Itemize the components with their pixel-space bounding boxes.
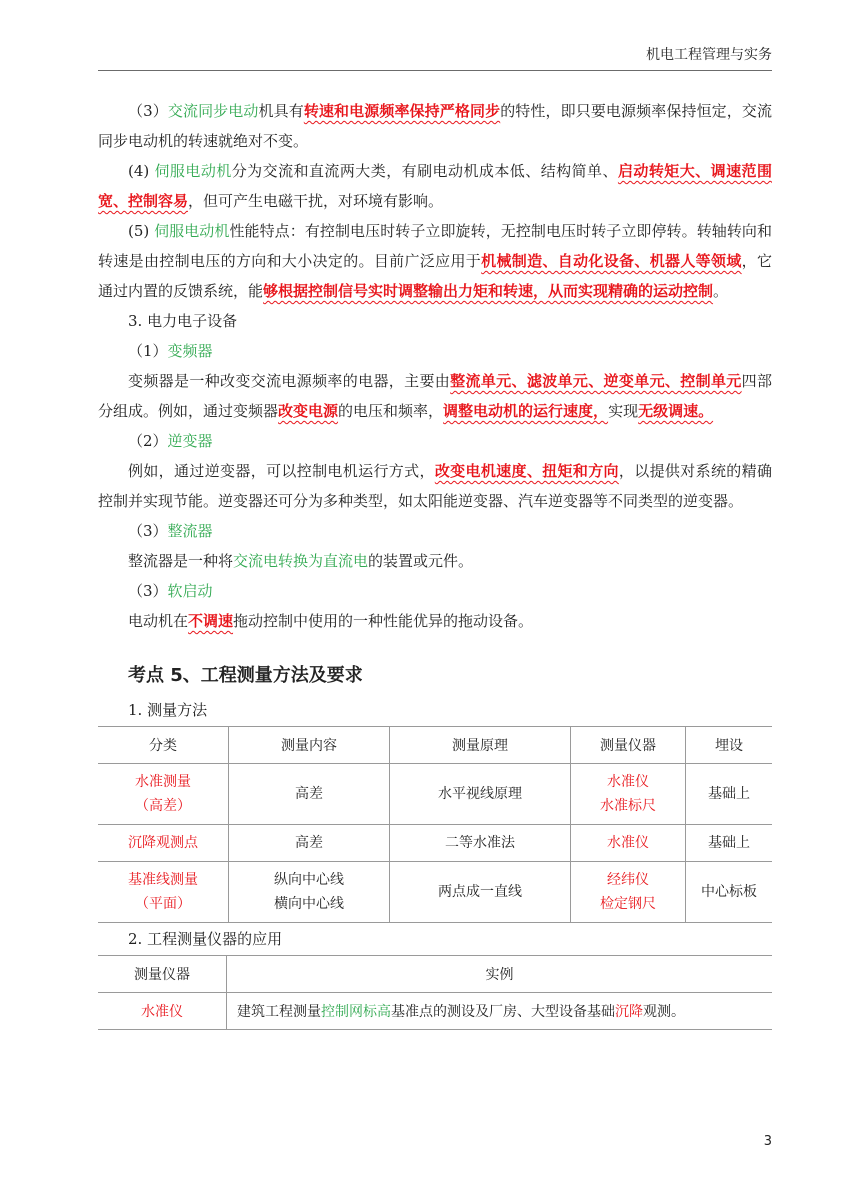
- key-point-highlight: 沉降: [615, 1004, 643, 1020]
- table-cell-content: 高差: [229, 764, 390, 825]
- table-cell-content: [229, 862, 390, 923]
- header-cell: 埋设: [686, 727, 773, 764]
- key-point-highlight: 机械制造、自动化设备、机器人等领域: [481, 252, 742, 270]
- text: ，但可产生电磁干扰，对环境有影响。: [188, 192, 444, 210]
- header-cell: 测量仪器: [571, 727, 686, 764]
- text: 拖动控制中使用的一种性能优异的拖动设备。: [233, 612, 534, 630]
- header-title: 机电工程管理与实务: [646, 47, 772, 63]
- page-number: 3: [763, 1134, 772, 1149]
- cell-text: 纵向中心线: [274, 872, 344, 888]
- table-cell-embed: 基础上: [686, 825, 773, 862]
- section-heading-power-electronics: 3. 电力电子设备: [128, 312, 238, 330]
- table-row: [98, 862, 772, 923]
- text: 电动机在: [128, 612, 189, 630]
- subheading-rectifier: [98, 516, 772, 546]
- text: 机具有: [258, 102, 304, 120]
- table-cell-principle: 二等水准法: [390, 825, 571, 862]
- text: ，以提供对系统的精确控制并实现节能。逆变器还可分为多种类型，如太阳能逆变器、汽车逆变器等不同类型的逆变器。: [98, 462, 772, 510]
- table-cell-embed: 基础上: [686, 764, 773, 825]
- text: （1）: [128, 342, 168, 360]
- subheading-inverter-vfd: [98, 336, 772, 366]
- text: （3）: [128, 522, 168, 540]
- text: （3）: [128, 582, 168, 600]
- cell-text: 横向中心线: [274, 896, 344, 912]
- cell-text: 沉降观测点: [128, 835, 198, 851]
- term-highlight: 变频器: [167, 342, 213, 360]
- text: （2）: [128, 432, 168, 450]
- table-cell-category: [98, 862, 229, 923]
- key-point-highlight: 不调速: [188, 612, 234, 630]
- key-point-highlight: 改变电机速度、扭矩和方向: [434, 462, 619, 480]
- subheading-inverter: [98, 426, 772, 456]
- term-highlight: 伺服电动机: [154, 162, 232, 180]
- text: 变频器是一种改变交流电源频率的电器，主要由: [128, 372, 451, 390]
- page-content: [98, 96, 772, 1030]
- table-header-row: [98, 727, 772, 764]
- term-highlight: 整流器: [167, 522, 213, 540]
- text: 的装置或元件。: [368, 552, 474, 570]
- table-cell-instrument: [571, 764, 686, 825]
- header-cell: 分类: [98, 727, 229, 764]
- key-point-highlight: 启动转矩大、调速范围宽、控制容易: [98, 162, 772, 210]
- table-cell-example: [227, 993, 773, 1030]
- text: (4): [128, 162, 155, 180]
- text: ，它通过内置的反馈系统，能: [98, 252, 772, 300]
- key-point-highlight: 改变电源: [278, 402, 339, 420]
- table-row: [98, 825, 772, 862]
- cell-text: 观测。: [643, 1004, 685, 1020]
- paragraph-vfd: [98, 366, 772, 426]
- text: 四部分组成。例如，通过变频器: [98, 372, 772, 420]
- section-title-survey: 考点 5、工程测量方法及要求: [128, 665, 363, 686]
- table-row: [98, 764, 772, 825]
- text: 例如，通过逆变器，可以控制电机运行方式，: [128, 462, 435, 480]
- text: 性能特点：有控制电压时转子立即旋转，无控制电压时转子立即停转。转轴转向和转速是由控制电压的方向和大小决定的。目前广泛应用于: [98, 222, 772, 270]
- text: 的电压和频率，: [338, 402, 444, 420]
- table-cell-principle: 两点成一直线: [390, 862, 571, 923]
- instrument-application-table: [98, 955, 772, 1030]
- table-cell-category: [98, 825, 229, 862]
- table-cell-embed: 中心标板: [686, 862, 773, 923]
- table-cell-content: 高差: [229, 825, 390, 862]
- cell-text: 水准仪: [607, 774, 649, 790]
- table-cell-principle: 水平视线原理: [390, 764, 571, 825]
- cell-text: （高差）: [135, 798, 191, 814]
- term-highlight: 交流电转换为直流电: [233, 552, 369, 570]
- term-highlight: 软启动: [167, 582, 213, 600]
- survey-methods-table: [98, 726, 772, 923]
- text: 。: [713, 282, 729, 300]
- header-cell: 测量原理: [390, 727, 571, 764]
- key-point-highlight: 调整电动机的运行速度，: [443, 402, 609, 420]
- cell-text: （平面）: [135, 896, 191, 912]
- header-cell: 测量仪器: [98, 956, 227, 993]
- key-point-highlight: 够根据控制信号实时调整输出力矩和转速，从而实现精确的运动控制: [263, 282, 714, 300]
- table-row: [98, 993, 772, 1030]
- text: 实现: [608, 402, 639, 420]
- term-highlight: 控制网标高: [321, 1004, 391, 1020]
- subheading-soft-start: [98, 576, 772, 606]
- paragraph-servo-motor-types: [98, 156, 772, 216]
- table-cell-instrument: [571, 862, 686, 923]
- term-highlight: 逆变器: [167, 432, 213, 450]
- cell-text: 水准测量: [135, 774, 191, 790]
- cell-text: 水准标尺: [600, 798, 656, 814]
- subheading-survey-methods: 1. 测量方法: [128, 701, 208, 719]
- table-cell-category: [98, 764, 229, 825]
- table-header-row: [98, 956, 772, 993]
- table-cell-instrument: [571, 825, 686, 862]
- text: 整流器是一种将: [128, 552, 234, 570]
- paragraph-servo-motor-features: [98, 216, 772, 306]
- text: 的特性，即只要电源频率保持恒定，交流同步电动机的转速就绝对不变。: [98, 102, 772, 150]
- cell-text: 检定钢尺: [600, 896, 656, 912]
- header-cell: 实例: [227, 956, 773, 993]
- subheading-instrument-application: 2. 工程测量仪器的应用: [128, 930, 283, 948]
- header-cell: 测量内容: [229, 727, 390, 764]
- term-highlight: 交流同步电动: [167, 102, 259, 120]
- paragraph-soft-start: [98, 606, 772, 636]
- text: (5): [128, 222, 155, 240]
- cell-text: 水准仪: [141, 1004, 183, 1020]
- paragraph-inverter: [98, 456, 772, 516]
- paragraph-synchronous-motor: [98, 96, 772, 156]
- text: 分为交流和直流两大类，有刷电动机成本低、结构简单、: [231, 162, 618, 180]
- table-cell-instrument: [98, 993, 227, 1030]
- key-point-highlight: 整流单元、滤波单元、逆变单元、控制单元: [450, 372, 742, 390]
- cell-text: 基准点的测设及厂房、大型设备基础: [391, 1004, 615, 1020]
- cell-text: 水准仪: [607, 835, 649, 851]
- cell-text: 基准线测量: [128, 872, 198, 888]
- key-point-highlight: 转速和电源频率保持严格同步: [303, 102, 501, 120]
- cell-text: 建筑工程测量: [237, 1004, 321, 1020]
- paragraph-rectifier: [98, 546, 772, 576]
- text: （3）: [128, 102, 168, 120]
- term-highlight: 伺服电动机: [154, 222, 230, 240]
- page-header: [98, 0, 772, 71]
- cell-text: 经纬仪: [607, 872, 649, 888]
- key-point-highlight: 无级调速。: [638, 402, 714, 420]
